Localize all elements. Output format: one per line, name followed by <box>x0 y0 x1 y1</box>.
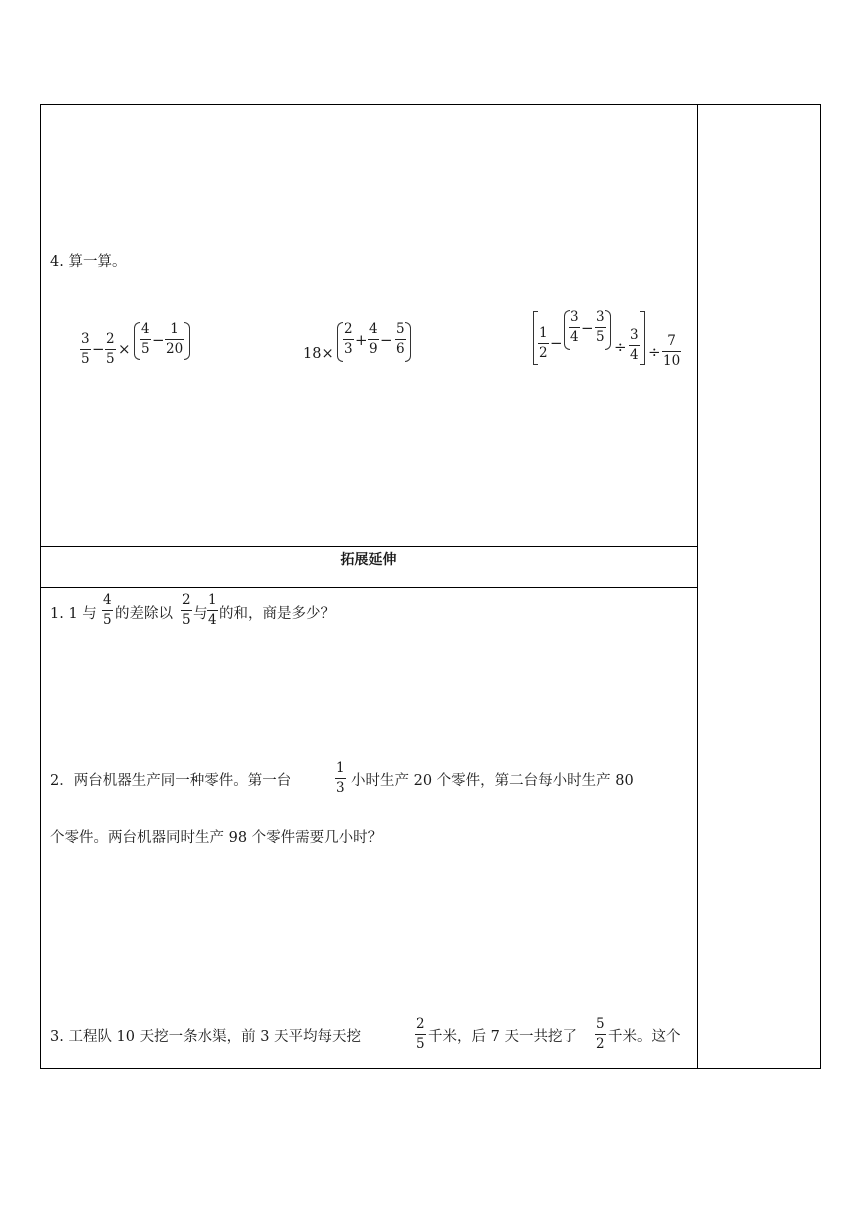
table-row-divider-2 <box>40 587 698 588</box>
right-parenthesis <box>605 310 611 350</box>
question-3-text: 3. 工程队 10 天挖一条水渠，前 3 天平均每天挖 <box>50 1029 362 1045</box>
fraction: 2 3 <box>344 321 353 357</box>
question-2-text: 小时生产 20 个零件，第二台每小时生产 80 <box>351 773 634 789</box>
question-1-prefix: 1. 1 与 <box>50 606 97 622</box>
fraction: 4 5 <box>141 321 150 357</box>
times-sign: × <box>118 340 131 358</box>
fraction: 2 5 <box>416 1016 425 1052</box>
right-bracket <box>640 311 645 365</box>
right-parenthesis <box>405 322 411 362</box>
minus-sign: − <box>380 331 393 349</box>
fraction: 5 2 <box>596 1016 605 1052</box>
minus-sign: − <box>581 319 594 337</box>
question-2-text-line-2: 个零件。两台机器同时生产 98 个零件需要几小时？ <box>50 830 383 846</box>
table-border-top <box>40 104 821 105</box>
multiplier: 18× <box>303 346 334 362</box>
extension-heading: 拓展延伸 <box>340 552 397 568</box>
fraction: 1 2 <box>539 325 548 361</box>
section-4-heading: 4. 算一算。 <box>50 254 127 270</box>
plus-sign: + <box>355 331 368 349</box>
table-row-divider-1 <box>40 546 698 547</box>
division-sign: ÷ <box>648 343 661 361</box>
fraction: 3 5 <box>596 309 605 345</box>
question-2-text: 2．两台机器生产同一种零件。第一台 <box>50 773 292 789</box>
minus-sign: − <box>152 331 165 349</box>
fraction: 4 9 <box>369 321 378 357</box>
question-3-text: 千米。这个 <box>608 1029 681 1045</box>
fraction: 2 5 <box>182 592 191 628</box>
fraction: 1 4 <box>208 592 217 628</box>
question-3-text: 千米，后 7 天一共挖了 <box>428 1029 577 1045</box>
table-border-right <box>820 104 821 1069</box>
fraction: 5 6 <box>396 321 405 357</box>
question-1-text: 的和，商是多少？ <box>219 606 335 622</box>
division-sign: ÷ <box>614 338 627 356</box>
fraction: 2 5 <box>106 331 115 367</box>
fraction: 1 20 <box>166 321 184 357</box>
right-parenthesis <box>184 322 190 360</box>
minus-sign: − <box>92 340 105 358</box>
fraction: 1 3 <box>336 760 345 796</box>
question-1-text: 与 <box>193 606 208 622</box>
fraction: 3 4 <box>630 327 639 363</box>
fraction: 7 10 <box>663 333 681 369</box>
fraction: 4 5 <box>103 592 112 628</box>
fraction: 3 4 <box>570 309 579 345</box>
table-border-bottom <box>40 1068 821 1069</box>
minus-sign: − <box>550 334 563 352</box>
question-1-text: 的差除以 <box>115 606 173 622</box>
fraction: 3 5 <box>81 331 90 367</box>
